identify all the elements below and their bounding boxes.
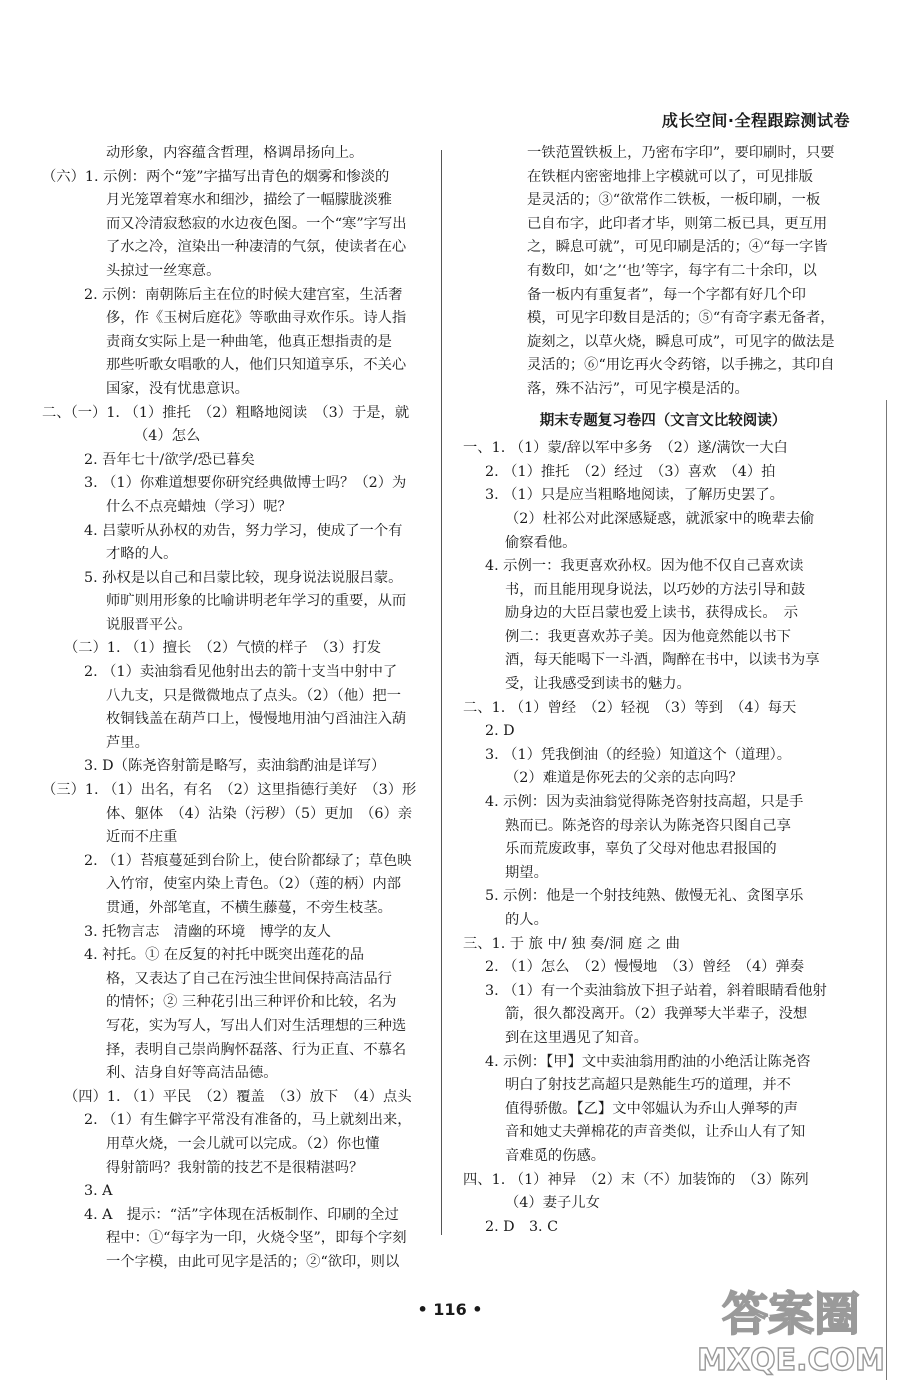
right-column-line: 励身边的大臣吕蒙也爱上读书，获得成长。 示	[505, 605, 799, 622]
left-column-line: 2. 吾年七十/欲学/恐已暮矣	[84, 451, 255, 468]
watermark-text-1: 答案圈	[722, 1287, 860, 1341]
right-column-line: 4. 示例：因为卖油翁觉得陈尧咨射技高超，只是手	[485, 794, 804, 811]
left-column-line: 芦里。	[106, 734, 149, 751]
page-header-title: 成长空间·全程跟踪测试卷	[661, 111, 850, 130]
right-column-line: 一铁范置铁板上，乃密布字印”，要印刷时，只要	[527, 145, 835, 161]
right-column-line: 书，而且能用现身说法，以巧妙的方法引导和鼓	[505, 581, 806, 598]
right-column-line: 熟而已。陈尧咨的母亲认为陈尧咨只图自己享	[505, 817, 791, 834]
right-column-line: 到在这里遇见了知音。	[505, 1029, 648, 1046]
left-column-line: （四）1. （1）平民 （2）覆盖 （3）放下 （4）点头	[64, 1088, 412, 1105]
right-column-line: 4. 示例：【甲】文中卖油翁用酌油的小绝活让陈尧咨	[485, 1053, 811, 1070]
left-column-line: 2. （1）有生僻字平常没有准备的，马上就刻出来，	[84, 1112, 412, 1129]
left-column-line: 体、躯体 （4）沾染（污秽）（5）更加 （6）亲	[106, 805, 413, 822]
left-column-line: 4. 吕蒙听从孙权的劝告，努力学习，使成了一个有	[84, 522, 403, 539]
left-column-line: （二）1. （1）擅长 （2）气愤的样子 （3）打发	[64, 640, 382, 657]
section-heading: 期末专题复习卷四（文言文比较阅读）	[539, 412, 787, 429]
left-column-line: 利、洁身自好等高洁品德。	[106, 1065, 278, 1082]
right-column-line: 有数印，如‘之’‘也’等字，每字有二十余印，以	[527, 262, 817, 279]
left-column-line: 贯通，外部笔直，不横生藤蔓，不旁生枝茎。	[106, 900, 392, 916]
right-column-line: 5. 示例：他是一个射技纯熟、傲慢无礼、贪图享乐	[485, 888, 804, 905]
left-column-line: 的情怀；② 三种花引出三种评价和比较，名为	[106, 994, 397, 1011]
left-column-line: 择，表明自己崇尚胸怀磊落、行为正直、不慕名	[106, 1041, 407, 1058]
right-column-line: 明白了射技艺高超只是熟能生巧的道理，并不	[505, 1077, 791, 1094]
left-column-line: 责商女实际上是一种曲笔，他真正想指责的是	[106, 333, 392, 350]
left-column-line: 国家，没有忧患意识。	[106, 380, 249, 397]
right-column-line: 酒，每天能喝下一斗酒，陶醉在书中，以读书为享	[505, 652, 820, 669]
left-column-line: 2. 示例：南朝陈后主在位的时候大建宫室，生活奢	[84, 286, 403, 303]
left-column-line: 得射箭吗？我射箭的技艺不是很精湛吗？	[106, 1159, 364, 1176]
right-column-line: 值得骄傲。【乙】文中邻媪认为乔山人弹琴的声	[505, 1100, 799, 1117]
right-column-line: 3. （1）有一个卖油翁放下担子站着，斜着眼睛看他射	[485, 982, 827, 999]
left-column-line: 八九支，只是微微地点了点头。（2）（他）把一	[106, 687, 402, 704]
left-column	[42, 142, 434, 1275]
left-column-line: 月光笼罩着寒水和细沙，描绘了一幅朦胧淡雅	[106, 192, 392, 209]
right-column-line: 期望。	[505, 864, 548, 881]
left-column-line: （六）1. 示例：两个“笼”字描写出青色的烟雾和惨淡的	[42, 168, 390, 185]
left-column-line: 用草火烧，一会儿就可以完成。（2）你也懂	[106, 1135, 380, 1152]
left-column-line: 入竹帘，使室内染上青色。（2）（莲的柄）内部	[106, 876, 402, 893]
right-column-line: 的人。	[505, 912, 548, 928]
left-column-line: 枚铜钱盖在葫芦口上，慢慢地用油勺舀油注入葫	[106, 711, 407, 728]
left-column-line: （三）1. （1）出名，有名 （2）这里指德行美好 （3）形	[42, 782, 417, 799]
page-edge-line	[886, 400, 887, 1380]
right-column-line: 3. （1）凭我倒油（的经验）知道这个（道理）。	[485, 746, 792, 763]
left-column-line: 侈，作《玉树后庭花》等歌曲寻欢作乐。诗人指	[106, 310, 407, 327]
right-column-line: 二、1. （1）曾经 （2）轻视 （3）等到 （4）每天	[463, 699, 797, 716]
column-divider	[441, 150, 442, 1235]
right-column-line: 灵活的；⑥“用讫再火令药镕，以手拂之，其印自	[527, 357, 835, 374]
right-column-line: 2. D 3. C	[485, 1218, 559, 1235]
right-column-line: 2. D	[485, 723, 515, 740]
right-column-line: 在铁框内密密地排上字模就可以了，可见排版	[527, 168, 813, 185]
left-column-line: 3. A	[84, 1183, 113, 1200]
left-column-line: 二、（一）1. （1）推托 （2）粗略地阅读 （3）于是，就	[42, 404, 410, 421]
left-column-line: 动形象，内容蕴含哲理，格调昂扬向上。	[106, 145, 364, 161]
left-column-line: （4）怎么	[134, 428, 201, 445]
left-column-line: 2. （1）苔痕蔓延到台阶上，使台阶都绿了；草色映	[84, 852, 412, 869]
left-column-line: 写花，实为写人，写出人们对生活理想的三种选	[106, 1017, 407, 1034]
left-column-line: 3. （1）你难道想要你研究经典做博士吗？（2）为	[84, 475, 407, 492]
left-column-line: 一个字模，由此可见字是活的；②“欲印，则以	[106, 1253, 400, 1270]
right-column-line: （4）妻子儿女	[505, 1195, 600, 1212]
left-column-line: 那些听歌女唱歌的人，他们只知道享乐，不关心	[106, 357, 407, 374]
left-column-line: 头掠过一丝寒意。	[106, 262, 221, 279]
right-column-line: 备一板内有重复者”，每一个字都有好几个印	[527, 286, 806, 303]
right-column	[463, 142, 863, 1239]
right-column-line: 模，可见字印数目是活的；⑤“有奇字素无备者，	[527, 310, 835, 327]
left-column-line: 4. A 提示：“活”字体现在活板制作、印刷的全过	[84, 1206, 399, 1223]
left-column-line: 程中：①“每字为一印，火烧令坚”，即每个字刻	[106, 1230, 407, 1247]
right-column-line: 3. （1）只是应当粗略地阅读，了解历史罢了。	[485, 487, 784, 504]
right-column-line: 之，瞬息可就”，可见印刷是活的；④“每一字皆	[527, 239, 828, 256]
right-column-line: 4. 示例一：我更喜欢孙权。因为他不仅自己喜欢读	[485, 558, 804, 575]
left-column-line: 师旷则用形象的比喻讲明老年学习的重要，从而	[106, 593, 407, 610]
left-column-line: 什么不点亮蜡烛（学习）呢？	[106, 498, 292, 515]
right-column-line: 旋刻之，以草火烧，瞬息可成”，可见字的做法是	[527, 333, 835, 350]
watermark-text-2: MXQE.COM	[697, 1343, 885, 1378]
left-column-line: 4. 衬托。① 在反复的衬托中既突出莲花的品	[84, 947, 365, 964]
watermark-logo	[696, 1270, 886, 1380]
right-column-line: 落，殊不沾污”，可见字模是活的。	[527, 380, 749, 397]
right-column-line: 箭，很久都没离开。（2）我弹琴大半辈子，没想	[505, 1006, 808, 1023]
left-column-line: 而又冷清寂愁寂的水边夜色图。一个“寒”字写出	[106, 215, 407, 232]
left-column-line: 3. 托物言志 清幽的环境 博学的友人	[84, 923, 331, 940]
left-column-line: 说服晋平公。	[106, 616, 192, 633]
left-column-line: 2. （1）卖油翁看见他射出去的箭十支当中射中了	[84, 664, 398, 681]
right-column-line: 乐而荒废政事，辜负了父母对他忠君报国的	[505, 841, 777, 858]
right-column-line: 一、1. （1）蒙/辞以军中多务 （2）遂/满饮一大白	[463, 440, 788, 457]
right-column-line: 三、1. 于 旅 中/ 独 奏/洞 庭 之 曲	[463, 935, 680, 952]
left-column-line: 近而不庄重	[106, 829, 178, 846]
left-column-line: 才略的人。	[106, 546, 178, 563]
right-column-line: 已自布字，此印者才毕，则第二板已具，更互用	[527, 215, 828, 232]
right-column-line: 2. （1）推托 （2）经过 （3）喜欢 （4）拍	[485, 463, 776, 480]
right-column-line: 例二：我更喜欢苏子美。因为他竟然能以书下	[505, 628, 791, 645]
right-column-line: （2）难道是你死去的父亲的志向吗？	[505, 770, 743, 787]
left-column-line: 了水之冷，渲染出一种凄清的气氛，使读者在心	[106, 239, 407, 256]
left-column-line: 3. D（陈尧咨射箭是略写，卖油翁酌油是详写）	[84, 758, 386, 775]
right-column-line: 受，让我感受到读书的魅力。	[505, 676, 691, 693]
right-column-line: 是灵活的；③“欲常作二铁板，一板印刷，一板	[527, 192, 821, 209]
right-column-line: 音难觅的伤感。	[505, 1147, 606, 1164]
page-number: • 116 •	[417, 1300, 483, 1319]
left-column-line: 5. 孙权是以自己和吕蒙比较，现身说法说服吕蒙。	[84, 569, 403, 586]
right-column-line: （2）杜祁公对此深感疑惑，就派家中的晚辈去偷	[505, 510, 815, 527]
right-column-line: 音和她丈夫弹棉花的声音类似，让乔山人有了知	[505, 1124, 806, 1141]
right-column-line: 2. （1）怎么 （2）慢慢地 （3）曾经 （4）弹奏	[485, 959, 805, 976]
right-column-line: 四、1. （1）神异 （2）末（不）加装饰的 （3）陈列	[463, 1171, 809, 1188]
right-column-line: 偷察看他。	[505, 534, 577, 551]
left-column-line: 格，又表达了自己在污浊尘世间保持高洁品行	[106, 970, 392, 987]
